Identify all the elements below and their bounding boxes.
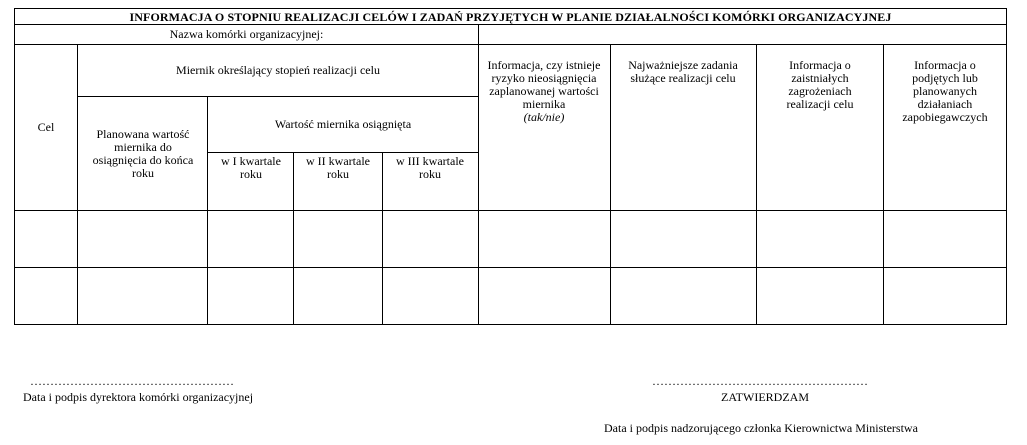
rule [756,44,757,325]
left-signature-line: …………………………………………… [30,374,234,388]
col-header-q3: w III kwartale roku [396,154,464,181]
rule [478,24,479,44]
form-title: INFORMACJA O STOPNIU REALIZACJI CELÓW I ZADAŃ PRZYJĘTYCH W PLANIE DZIAŁALNOŚCI KOMÓRKI ORGANIZACYJNEJ [129,10,892,24]
rule [883,44,884,325]
ryzyko-text: Informacja, czy istnieje ryzyko nieosiągnięcia zaplanowanej wartości miernika [487,58,601,111]
col-header-planowana: Planowana wartość miernika do osiągnięcia do końca roku [92,126,194,180]
rule [15,210,1006,211]
col-header-dzialania: Informacja o podjętych lub planowanych działaniach zapobiegawczych [902,58,988,124]
report-form-table [14,8,1007,325]
rule [293,152,294,325]
rule [382,152,383,325]
col-header-ryzyko [481,59,607,159]
left-signature-label: Data i podpis dyrektora komórki organizacyjnej [23,390,254,404]
col-header-zagrozenia: Informacja o zaistniałych zagrożeniach realizacji celu [786,58,854,111]
rule [610,44,611,325]
col-header-osiagnieta: Wartość miernika osiągnięta [274,117,412,131]
col-header-q1: w I kwartale roku [221,154,281,181]
rule [478,44,479,325]
right-signature-line: ……………………………………………… [652,374,868,388]
approve-label: ZATWIERDZAM [721,390,809,404]
col-header-cel: Cel [37,120,55,134]
rule [15,267,1006,268]
col-header-q2: w II kwartale roku [306,154,370,181]
unit-name-label: Nazwa komórki organizacyjnej: [169,27,324,41]
right-signature-label: Data i podpis nadzorującego członka Kierownictwa Ministerstwa [604,421,918,435]
ryzyko-note: (tak/nie) [523,110,565,124]
col-header-zadania: Najważniejsze zadania służące realizacji celu [628,58,738,85]
col-header-miernik: Miernik określający stopień realizacji celu [176,63,380,77]
